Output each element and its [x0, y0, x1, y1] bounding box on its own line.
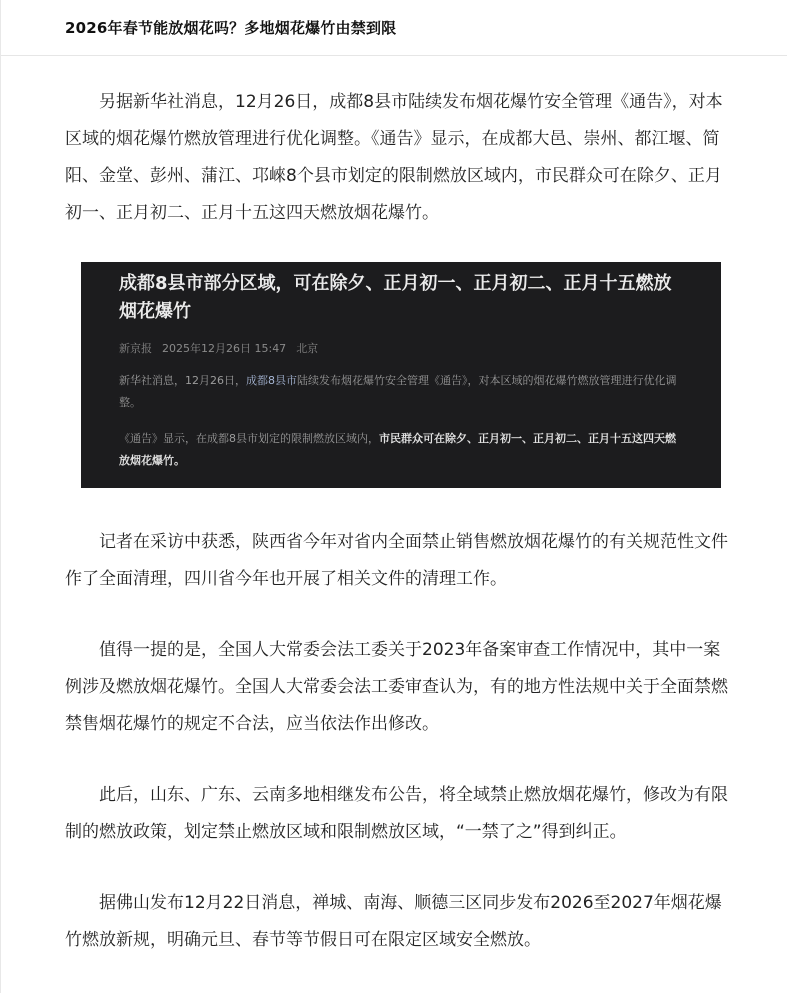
figure-title: 成都8县市部分区域，可在除夕、正月初一、正月初二、正月十五燃放烟花爆竹 — [119, 273, 672, 322]
figure-paragraph-2 — [119, 428, 683, 472]
figure-link: 成都8县市 — [246, 374, 297, 387]
paragraph-5: 据佛山发布12月22日消息，禅城、南海、顺德三区同步发布2026至2027年烟花爆竹燃放新规，明确元旦、春节等节假日可在限定区域安全燃放。 — [65, 893, 722, 950]
figure-source: 新京报 — [119, 342, 152, 355]
figure-highlight: 市民群众可在除夕、正月初一、正月初二、正月十五这四天燃放烟花爆竹。 — [119, 432, 676, 467]
article-header — [1, 0, 787, 56]
paragraph-3: 值得一提的是，全国人大常委会法工委关于2023年备案审查工作情况中，其中一案例涉及燃放烟花爆竹。全国人大常委会法工委审查认为，有的地方性法规中关于全面禁燃禁售烟花爆竹的规定不合法，应当依法作出修改。 — [65, 640, 728, 734]
paragraph-4: 此后，山东、广东、云南多地相继发布公告，将全域禁止燃放烟花爆竹，修改为有限制的燃放政策，划定禁止燃放区域和限制燃放区域，“一禁了之”得到纠正。 — [65, 785, 728, 842]
figure-location: 北京 — [296, 342, 319, 355]
article-body — [1, 56, 787, 959]
embedded-news-screenshot — [81, 262, 721, 488]
article-title: 2026年春节能放烟花吗？多地烟花爆竹由禁到限 — [65, 19, 397, 37]
figure-text: 《通告》显示，在成都8县市划定的限制燃放区域内， — [119, 432, 379, 445]
paragraph-1: 另据新华社消息，12月26日，成都8县市陆续发布烟花爆竹安全管理《通告》，对本区域的烟花爆竹燃放管理进行优化调整。《通告》显示，在成都大邑、崇州、都江堰、简阳、金堂、彭州、蒲江、邛崍8个县市划定的限制燃放区域内，市民群众可在除夕、正月初一、正月初二、正月十五这四天燃放烟花爆竹。 — [65, 92, 723, 223]
paragraph-2: 记者在采访中获悉，陕西省今年对省内全面禁止销售燃放烟花爆竹的有关规范性文件作了全面清理，四川省今年也开展了相关文件的清理工作。 — [65, 532, 728, 589]
figure-paragraph-1 — [119, 370, 683, 414]
figure-text: 新华社消息，12月26日， — [119, 374, 246, 387]
figure-datetime: 2025年12月26日 15:47 — [162, 342, 287, 355]
figure-meta — [119, 340, 683, 356]
figure-text: 陆续发布烟花爆竹安全管理《通告》，对本区域的烟花爆竹燃放管理进行优化调整。 — [119, 374, 677, 409]
